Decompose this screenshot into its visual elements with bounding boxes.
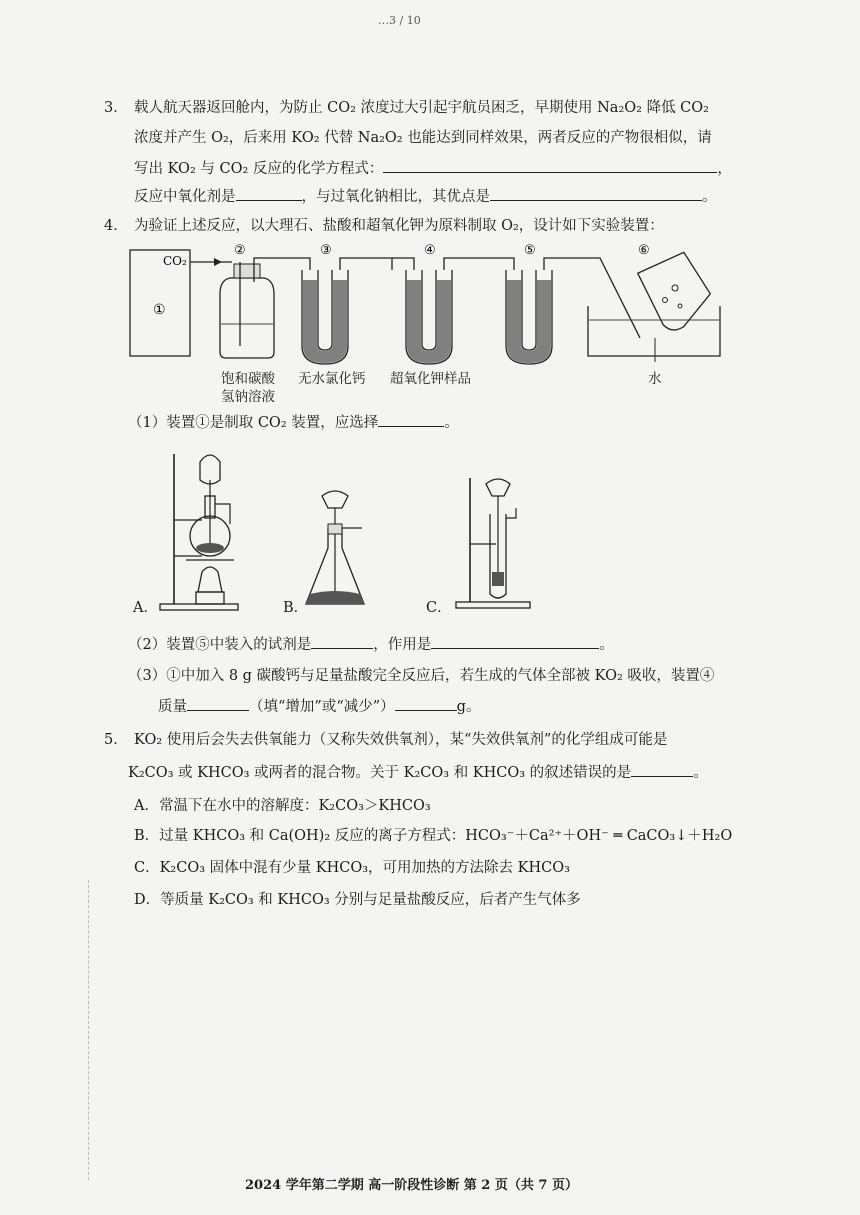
answer-blank-reagent[interactable] [311, 634, 373, 649]
q4-sub-1: （1）装置①是制取 CO₂ 装置，应选择 [128, 415, 379, 431]
question-number: 4． [104, 218, 128, 234]
option-b-label: B． [283, 600, 309, 616]
caption-device-2-line2: 氢钠溶液 [221, 389, 275, 405]
device-6-water-trough [588, 243, 720, 362]
device-2-wash-bottle [220, 243, 296, 358]
q5-option-b: B．过量 KHCO₃ 和 Ca(OH)₂ 反应的离子方程式：HCO₃⁻＋Ca²⁺＋OH⁻ ═ CaCO₃↓＋H₂O [134, 828, 733, 844]
option-b-apparatus [306, 491, 364, 604]
q4-sub-2b: ，作用是 [373, 637, 432, 653]
punctuation: 。 [599, 637, 614, 653]
page-footer: 2024 学年第二学期 高一阶段性诊断 第 2 页（共 7 页） [245, 1178, 578, 1193]
q4-sub-3-line2a: 质量 [158, 699, 187, 715]
q3-line-4b: ，与过氧化钠相比，其优点是 [301, 189, 490, 205]
question-number: 3． [104, 100, 128, 116]
binding-margin-line [88, 880, 90, 1180]
q4-sub-3-line1: （3）①中加入 8 g 碳酸钙与足量盐酸完全反应后，若生成的气体全部被 KO₂ 吸收，装置④ [128, 668, 715, 684]
caption-device-2-line1: 饱和碳酸 [221, 371, 275, 387]
q4-sub-3-line2b: （填“增加”或“减少”） [249, 699, 395, 715]
option-a-apparatus [160, 454, 238, 610]
q5-line-1: KO₂ 使用后会失去供氧能力（又称失效供氧剂），某“失效供氧剂”的化学组成可能是 [134, 732, 668, 748]
svg-text:⑥: ⑥ [638, 243, 650, 258]
answer-blank-purpose[interactable] [431, 634, 599, 649]
device-5-u-tube [482, 243, 640, 364]
answer-blank-change[interactable] [187, 696, 249, 711]
svg-text:②: ② [234, 243, 246, 258]
device-4-u-tube [378, 243, 482, 364]
co2-label: CO₂ [163, 254, 187, 268]
q5-option-c: C．K₂CO₃ 固体中混有少量 KHCO₃，可用加热的方法除去 KHCO₃ [134, 860, 570, 876]
q5-option-a: A．常温下在水中的溶解度：K₂CO₃＞KHCO₃ [134, 798, 431, 814]
q5-line-2: K₂CO₃ 或 KHCO₃ 或两者的混合物。关于 K₂CO₃ 和 KHCO₃ 的叙述错误的是 [128, 765, 632, 781]
answer-blank-device-1[interactable] [378, 412, 444, 427]
punctuation: 。 [444, 415, 459, 431]
q3-line-4a: 反应中氧化剂是 [134, 189, 236, 205]
caption-device-3: 无水氯化钙 [298, 371, 366, 387]
q4-intro: 为验证上述反应，以大理石、盐酸和超氧化钾为原料制取 O₂，设计如下实验装置： [134, 218, 664, 234]
page-header-fragment: …3 / 10 [378, 14, 421, 27]
caption-device-6: 水 [648, 371, 662, 387]
q4-sub-2a: （2）装置⑤中装入的试剂是 [128, 637, 312, 653]
punctuation: ， [717, 161, 732, 177]
unit-text: g。 [456, 699, 481, 715]
answer-blank-equation[interactable] [383, 158, 717, 173]
q3-line-2: 浓度并产生 O₂，后来用 KO₂ 代替 Na₂O₂ 也能达到同样效果，两者反应的产物很相似，请 [134, 130, 712, 146]
option-c-label: C． [426, 600, 452, 616]
svg-text:③: ③ [320, 243, 332, 258]
q5-option-d: D．等质量 K₂CO₃ 和 KHCO₃ 分别与足量盐酸反应，后者产生气体多 [134, 892, 581, 908]
question-number: 5． [104, 732, 128, 748]
answer-blank-mass[interactable] [395, 696, 457, 711]
q3-line-3: 写出 KO₂ 与 CO₂ 反应的化学方程式： [134, 161, 384, 177]
svg-text:④: ④ [424, 243, 436, 258]
punctuation: 。 [693, 765, 708, 781]
caption-device-4: 超氧化钾样品 [390, 371, 471, 387]
q3-line-1: 载人航天器返回舱内，为防止 CO₂ 浓度过大引起宇航员困乏，早期使用 Na₂O₂ 降低 CO₂ [134, 100, 709, 116]
device-1-label: ① [153, 302, 166, 318]
option-c-apparatus [456, 478, 530, 608]
experiment-apparatus-diagram [120, 238, 740, 378]
answer-blank-advantage[interactable] [490, 186, 702, 201]
punctuation: 。 [702, 189, 717, 205]
answer-blank-q5[interactable] [631, 762, 693, 777]
svg-text:⑤: ⑤ [524, 243, 536, 258]
answer-blank-oxidant[interactable] [236, 186, 302, 201]
device-3-u-tube [296, 243, 378, 364]
option-a-label: A． [133, 600, 158, 616]
option-apparatus-diagrams [130, 444, 550, 614]
